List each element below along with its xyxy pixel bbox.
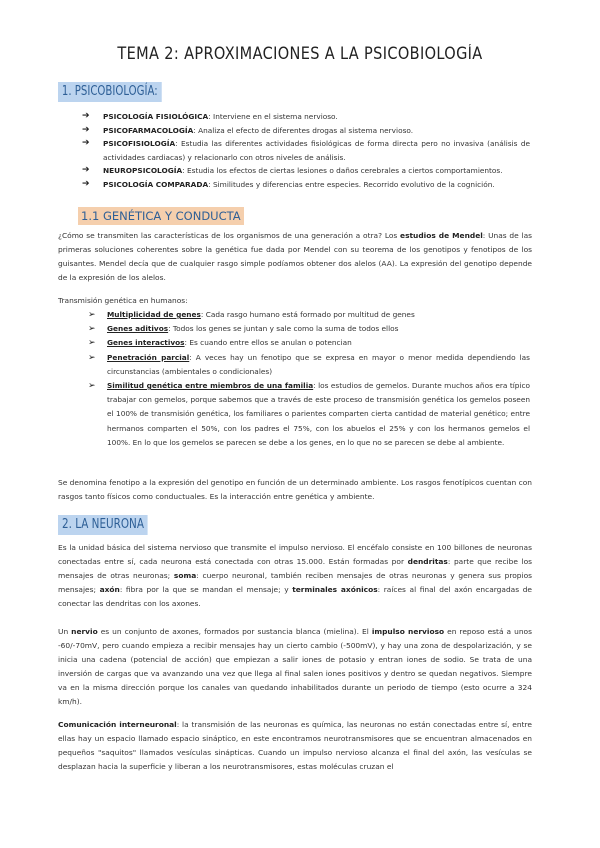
text-run-bold: impulso nervioso [371, 627, 445, 636]
text-run: : Unas de las primeras soluciones coherentes sobre la genética fue dada por Mendel con su teorema de los genotipos y fenotipos de los guisantes. Mendel decía que de cualquier rasgo simple podíamos obtener dos alelos (AA). La expresión del genotipo depende de la expresión de los alelos. [58, 231, 533, 283]
bullet-term: PSICOFARMACOLOGÍA [103, 125, 194, 135]
bullet-term: NEUROPSICOLOGÍA [103, 166, 183, 176]
list-item [88, 351, 530, 379]
bullet-text: : Todos los genes se juntan y sale como la suma de todos ellos [168, 324, 399, 334]
bullet-text: : Es cuando entre ellos se anulan o potencian [184, 338, 352, 348]
arrow-right-icon: ➔ [82, 124, 90, 135]
bullet-term: Penetración parcial [107, 352, 190, 362]
text-run-bold: terminales axónicos [292, 585, 378, 595]
bullet-text: : Cada rasgo humano está formado por multitud de genes [200, 310, 415, 319]
text-run: : parte que recibe los mensajes de otras neuronas; [58, 557, 533, 581]
nervio-paragraph [58, 625, 532, 709]
text-run-bold: soma [173, 571, 197, 581]
text-run: : raíces al final del axón encargadas de conectar las dendritas con los axones. [58, 585, 532, 609]
list-item [88, 336, 530, 350]
text-run-bold: Comunicación interneuronal [58, 720, 177, 729]
chevron-right-icon: ➢ [88, 338, 96, 349]
bullet-term: PSICOFISIOLOGÍA [103, 139, 176, 149]
section-heading-psicobiologia: 1. PSICOBIOLOGÍA: [58, 82, 162, 102]
chevron-right-icon: ➢ [88, 310, 96, 320]
fenotipo-paragraph: Se denomina fenotipo a la expresión del genotipo en función de un determinado ambiente. Los rasgos fenotípicos cuentan con rasgos tanto físicos como conductuales. Es la interacción entre genética y ambiente. [58, 478, 532, 502]
text-run: : cuerpo neuronal, también reciben mensajes de otras neuronas y genera sus propios mensajes; [58, 571, 532, 595]
bullet-term: Similitud genética entre miembros de una familia [107, 381, 314, 391]
text-run: : fibra por la que se mandan el mensaje; y [119, 585, 293, 595]
text-run-bold: axón [99, 585, 120, 595]
transmision-intro: Transmisión genética en humanos: [58, 296, 188, 305]
comunicacion-paragraph [58, 718, 532, 774]
chevron-right-icon: ➢ [88, 381, 96, 392]
list-item [82, 137, 530, 164]
list-item [88, 308, 530, 322]
text-run: es un conjunto de axones, formados por sustancia blanca (mielina). El [97, 627, 372, 636]
bullet-term: Multiplicidad de genes [107, 310, 201, 319]
bullet-text: : Similitudes y diferencias entre especies. Recorrido evolutivo de la cognición. [208, 179, 495, 189]
list-item [88, 379, 530, 450]
transmision-list [88, 308, 530, 450]
bullet-text: : Interviene en el sistema nervioso. [208, 112, 338, 121]
bullet-term: PSICOLOGÍA FISIOLÓGICA [103, 112, 209, 121]
section-heading-neurona: 2. LA NEURONA [58, 515, 148, 535]
text-run: en reposo está a unos -60/-70mV, pero cuando empieza a recibir mensajes hay un cierto cambio (-500mV), y hay una zona de despolarización, y se inicia una cadena (potencial de acción) que empiezan a salir iones de potasio y entran iones de sodio. Se trata de una inversión de cargas que va avanzando una vez que llega al final salen iones positivos y dentro se quedan negativos. Siempre va en la misma dirección porque los canales van quedando inhabilitados durante un periodo de tiempo (esto ocurre a 324 km/h). [58, 627, 532, 707]
text-run: : la transmisión de las neuronas es química, las neuronas no están conectadas entre sí, entre ellas hay un espacio llamado espacio sináptico, en este encontramos neurotransmisores que se encuentran almacenados en pequeños "saquitos" llamados vesículas sinápticas. Cuando un impulso nervioso alcanza el final del axón, las vesículas se desplazan hacia la superficie y liberan a los neurotransmisores, estas moléculas cruzan el [58, 720, 532, 772]
bullet-term: Genes aditivos [107, 324, 169, 334]
text-run: Es la unidad básica del sistema nervioso que transmite el impulso nervioso. El encéfalo consiste en 100 billones de neuronas conectadas entre sí, cada neurona está conectada con otras 15.000. Están formadas por [58, 543, 532, 567]
bullet-text: : Estudia las diferentes actividades fisiológicas de forma directa pero no invasiva (análisis de actividades cardiacas) y relacionarlo con otros niveles de análisis. [103, 139, 530, 162]
arrow-right-icon: ➔ [82, 138, 90, 149]
neurona-paragraph [58, 541, 532, 611]
page-title: TEMA 2: APROXIMACIONES A LA PSICOBIOLOGÍA [117, 44, 483, 63]
text-run: Un [58, 627, 72, 636]
list-item [88, 322, 530, 336]
bullet-term: PSICOLOGÍA COMPARADA [103, 179, 209, 189]
subsection-heading-genetica: 1.1 GENÉTICA Y CONDUCTA [78, 207, 244, 225]
text-run-bold: nervio [71, 627, 98, 636]
arrow-right-icon: ➔ [82, 165, 90, 176]
text-run-bold: dendritas [407, 557, 448, 567]
list-item [82, 178, 530, 192]
list-item [82, 110, 530, 124]
bullet-term: Genes interactivos [107, 338, 185, 348]
arrow-right-icon: ➔ [82, 111, 90, 121]
bullet-text: : A veces hay un fenotipo que se expresa en mayor o menor medida dependiendo las circunstancias (ambientales o condicionales) [107, 352, 530, 376]
bullet-text: : los estudios de gemelos. Durante muchos años era típico trabajar con gemelos, porque sabemos que a través de este proceso de transmisión genética los gemelos poseen el 100% de transmisión genética, los familiares o parientes comparten cierta cantidad de material genético; entre hermanos comparten el 50%, con los padres el 75%, con los abuelos el 25% y con los hermanos gemelos el 100%. En lo que los gemelos se parecen se debe a los genes, en lo que no se parecen se debe al ambiente. [107, 381, 530, 447]
list-item [82, 124, 530, 138]
chevron-right-icon: ➢ [88, 352, 96, 363]
psicobiologia-list [82, 110, 530, 191]
text-run: ¿Cómo se transmiten las características de los organismos de una generación a otra? Los [58, 231, 401, 240]
genetica-paragraph [58, 229, 532, 285]
bullet-text: : Analiza el efecto de diferentes drogas al sistema nervioso. [193, 125, 414, 135]
text-run-bold: estudios de Mendel [400, 231, 483, 240]
list-item [82, 164, 530, 178]
chevron-right-icon: ➢ [88, 324, 96, 335]
arrow-right-icon: ➔ [82, 178, 90, 189]
bullet-text: : Estudia los efectos de ciertas lesiones o daños cerebrales a ciertos comportamientos. [182, 166, 503, 176]
